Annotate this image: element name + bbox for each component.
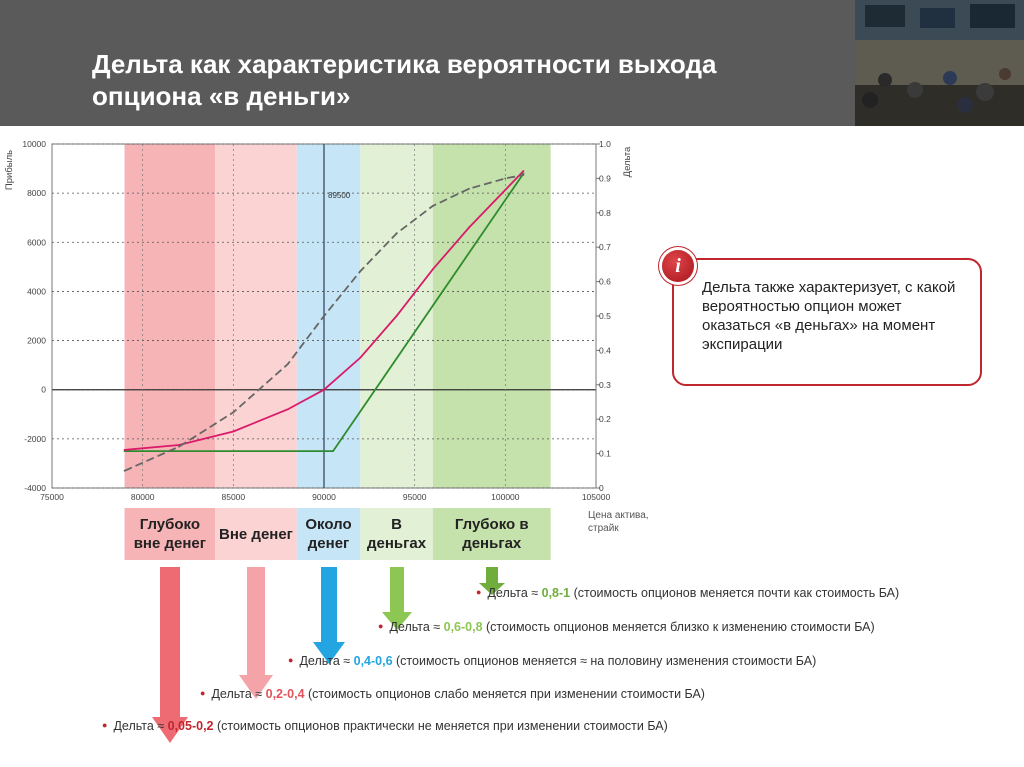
slide-header <box>0 0 1024 126</box>
bullet-value: 0,05-0,2 <box>167 719 214 733</box>
y2-tick-label: 0.9 <box>599 173 611 184</box>
bullet-description: (стоимость опционов меняется близко к изменению стоимости БА) <box>482 620 875 634</box>
y-tick-label: -4000 <box>24 483 46 493</box>
y-tick-label: 8000 <box>27 188 46 199</box>
bullet-prefix: Дельта ≈ <box>389 620 444 634</box>
delta-bullet <box>200 687 705 701</box>
bullet-value: 0,2-0,4 <box>265 687 305 701</box>
series-2-point <box>124 470 126 472</box>
series-0-point <box>332 450 334 452</box>
bullet-description: (стоимость опционов слабо меняется при изменении стоимости БА) <box>304 687 705 701</box>
bullet-dot-icon: ● <box>200 688 206 698</box>
series-2-point <box>396 233 398 235</box>
series-2-point <box>359 270 361 272</box>
x-tick-label: 85000 <box>221 492 246 502</box>
bullet-value: 0,8-1 <box>541 586 571 600</box>
delta-bullet <box>378 620 875 634</box>
series-2-point <box>504 178 506 180</box>
y2-tick-label: 0 <box>599 483 604 493</box>
y-tick-label: 0 <box>41 384 46 395</box>
down-arrow-icon <box>239 567 273 699</box>
series-2-point <box>287 363 289 365</box>
zone-label-2: Около денег <box>305 516 352 552</box>
series-2-point <box>323 315 325 317</box>
bullet-dot-icon: ● <box>476 587 482 597</box>
x-tick-label: 75000 <box>40 492 64 502</box>
series-2-point <box>523 174 525 176</box>
bullet-dot-icon: ● <box>102 720 108 730</box>
series-1-point <box>287 408 289 410</box>
trading-floor-photo <box>855 0 1024 126</box>
y-axis-title: Прибыль <box>4 149 15 191</box>
y-tick-label: -2000 <box>24 433 46 444</box>
delta-bullet <box>102 719 668 733</box>
zone-label-0: Глубоко вне денег <box>133 516 207 552</box>
series-2-point <box>232 411 234 413</box>
series-1-point <box>432 268 434 270</box>
series-1-point <box>468 227 470 229</box>
series-1-point <box>232 431 234 433</box>
series-2-point <box>432 205 434 207</box>
x-axis-title-line1: Цена актива, <box>588 510 649 521</box>
bullet-dot-icon: ● <box>288 655 294 665</box>
zone-label-4: Глубоко в деньгах <box>454 516 529 552</box>
info-icon: i <box>662 250 694 282</box>
y2-tick-label: 0.2 <box>599 414 611 425</box>
series-2-point <box>468 188 470 190</box>
x-tick-label: 100000 <box>491 492 520 502</box>
series-1-point <box>323 389 325 391</box>
zone-band-0 <box>125 144 216 488</box>
bullet-prefix: Дельта ≈ <box>299 654 354 668</box>
bullet-description: (стоимость опционов меняется почти как стоимость БА) <box>570 586 900 600</box>
slide-title: Дельта как характеристика вероятности выхода опциона «в деньги» <box>92 49 717 111</box>
series-1-point <box>396 315 398 317</box>
info-callout <box>672 255 982 386</box>
y2-tick-label: 0.5 <box>599 311 611 321</box>
zone-band-4 <box>433 144 551 488</box>
bullet-prefix: Дельта ≈ <box>211 687 266 701</box>
x-tick-label: 90000 <box>312 492 336 502</box>
y2-tick-label: 0.3 <box>599 379 611 390</box>
y-tick-label: 4000 <box>27 286 46 297</box>
bullet-description: (стоимость опционов меняется ≈ на половину изменения стоимости БА) <box>392 654 817 668</box>
x-axis-title-line2: страйк <box>588 523 619 534</box>
zone-band-1 <box>215 144 297 488</box>
down-arrow-icon <box>313 567 345 664</box>
delta-bullet <box>476 586 899 600</box>
x-tick-label: 105000 <box>581 492 611 502</box>
callout-text: Дельта также характеризует, с какой вероятностью опцион может оказаться «в деньгах» на момент экспирации <box>702 279 956 353</box>
series-1-point <box>523 170 525 172</box>
y2-tick-label: 0.6 <box>599 276 611 287</box>
y-tick-label: 2000 <box>27 335 46 346</box>
zone-label-1: Вне денег <box>219 525 293 543</box>
y-tick-label: 6000 <box>27 237 46 248</box>
delta-bullet <box>288 654 816 668</box>
strike-label: 89500 <box>328 191 351 200</box>
bullet-description: (стоимость опционов практически не меняется при изменении стоимости БА) <box>213 719 668 733</box>
series-1-point <box>124 449 126 451</box>
zone-label-3: В деньгах <box>366 516 427 552</box>
down-arrow-icon <box>152 567 188 743</box>
series-1-point <box>359 357 361 359</box>
bullet-value: 0,4-0,6 <box>353 654 393 668</box>
y-tick-label: 10000 <box>22 139 46 149</box>
y2-tick-label: 0.4 <box>599 345 611 356</box>
bullet-prefix: Дельта ≈ <box>487 586 542 600</box>
bullet-dot-icon: ● <box>378 621 384 631</box>
y2-axis-title: Дельта <box>622 146 633 178</box>
y2-tick-label: 0.8 <box>599 207 611 218</box>
x-tick-label: 80000 <box>130 492 155 502</box>
x-tick-label: 95000 <box>402 492 427 502</box>
series-2-point <box>178 446 180 448</box>
bullet-value: 0,6-0,8 <box>443 620 483 634</box>
bullet-prefix: Дельта ≈ <box>113 719 168 733</box>
y2-tick-label: 0.7 <box>599 242 611 253</box>
y2-tick-label: 0.1 <box>599 448 611 459</box>
y2-tick-label: 1.0 <box>599 139 611 149</box>
